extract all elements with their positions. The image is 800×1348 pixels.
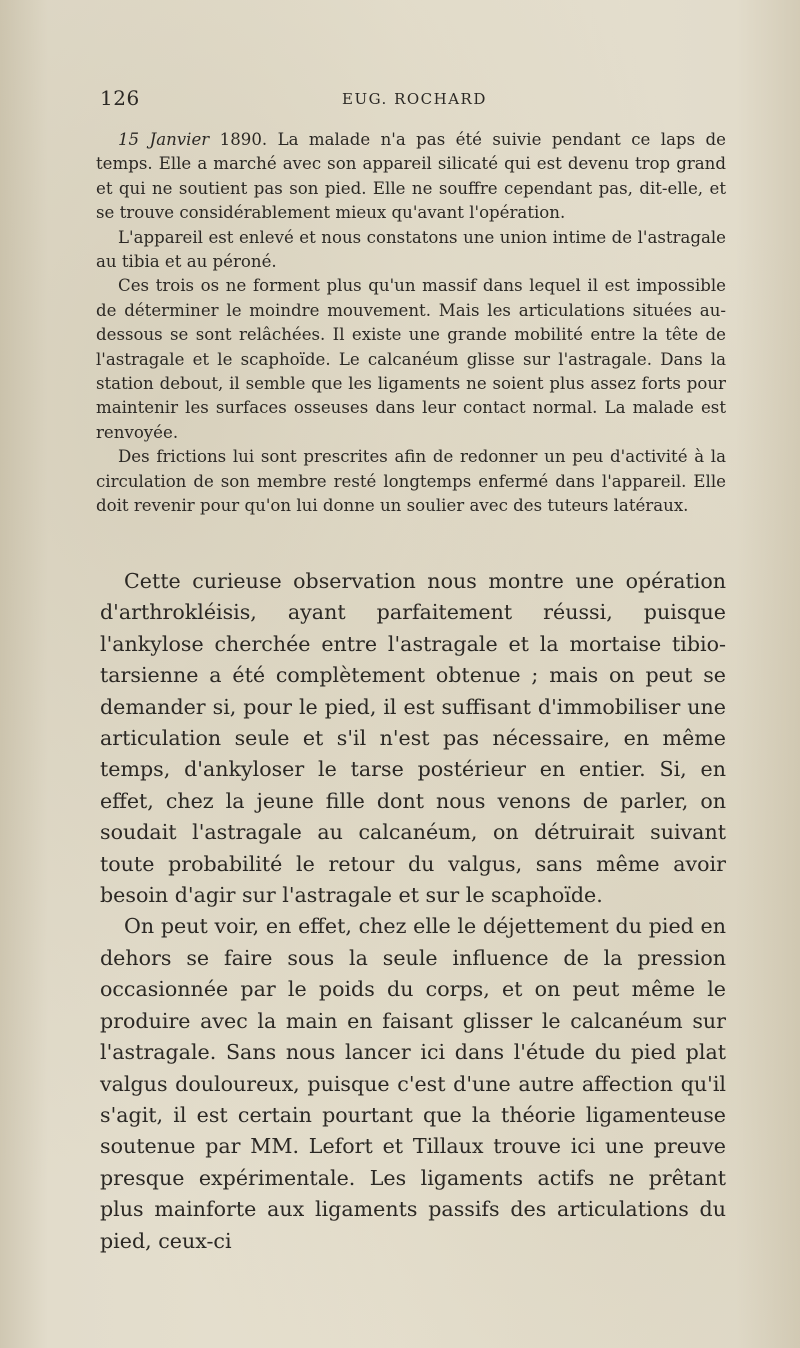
observation-paragraph-text: 1890. La malade n'a pas été suivie pendant ce laps de temps. Elle a marché avec son appareil silicaté qui est devenu trop grand et qui ne soutient pas son pied. Elle ne souffre cependant pas, dit-elle, et se trouve considérablement mieux qu'avant l'opération. (96, 130, 726, 223)
commentary-text (100, 566, 726, 1257)
commentary-paragraph: On peut voir, en effet, chez elle le déjettement du pied en dehors se faire sous la seule influence de la pression occasionnée par le poids du corps, et on peut même le produire avec la main en faisant glisser le calcanéum sur l'astragale. Sans nous lancer ici dans l'étude du pied plat valgus douloureux, puisque c'est d'une autre affection qu'il s'agit, il est certain pourtant que la théorie ligamenteuse soutenue par MM. Lefort et Tillaux trouve ici une preuve presque expérimentale. Les ligaments actifs ne prêtant plus mainforte aux ligaments passifs des articulations du pied, ceux-ci (100, 914, 726, 1253)
observation-paragraph: Des frictions lui sont prescrites afin de redonner un peu d'activité à la circulation de son membre resté longtemps enfermé dans l'appareil. Elle doit revenir pour qu'on lui donne un soulier avec des tuteurs latéraux. (96, 447, 726, 516)
observation-paragraph: L'appareil est enlevé et nous constatons une union intime de l'astragale au tibia et au péroné. (96, 227, 726, 272)
observation-paragraph (96, 128, 726, 226)
page-number: 126 (100, 86, 140, 110)
page-header (0, 86, 800, 110)
observation-paragraph: Ces trois os ne forment plus qu'un massif dans lequel il est impossible de déterminer le moindre mouvement. Mais les articulations situées au-dessous se sont relâchées. Il existe une grande mobilité entre la tête de l'astragale et le scaphoïde. Le calcanéum glisse sur l'astragale. Dans la station debout, il semble que les ligaments ne soient plus assez forts pour maintenir les surfaces osseuses dans leur contact normal. La malade est renvoyée. (96, 276, 726, 442)
commentary-paragraph: Cette curieuse observation nous montre une opération d'arthrokléisis, ayant parfaitement réussi, puisque l'ankylose cherchée entre l'astragale et la mortaise tibio-tarsienne a été complètement obtenue ; mais on peut se demander si, pour le pied, il est suffisant d'immobiliser une articulation seule et s'il n'est pas nécessaire, en même temps, d'ankyloser le tarse postérieur en entier. Si, en effet, chez la jeune fille dont nous venons de parler, on soudait l'astragale au calcanéum, on détruirait suivant toute probabilité le retour du valgus, sans même avoir besoin d'agir sur l'astragale et sur le scaphoïde. (100, 569, 726, 908)
running-head: EUG. ROCHARD (342, 90, 487, 108)
observation-date: 15 Janvier (118, 130, 210, 149)
clinical-observation (96, 128, 726, 519)
